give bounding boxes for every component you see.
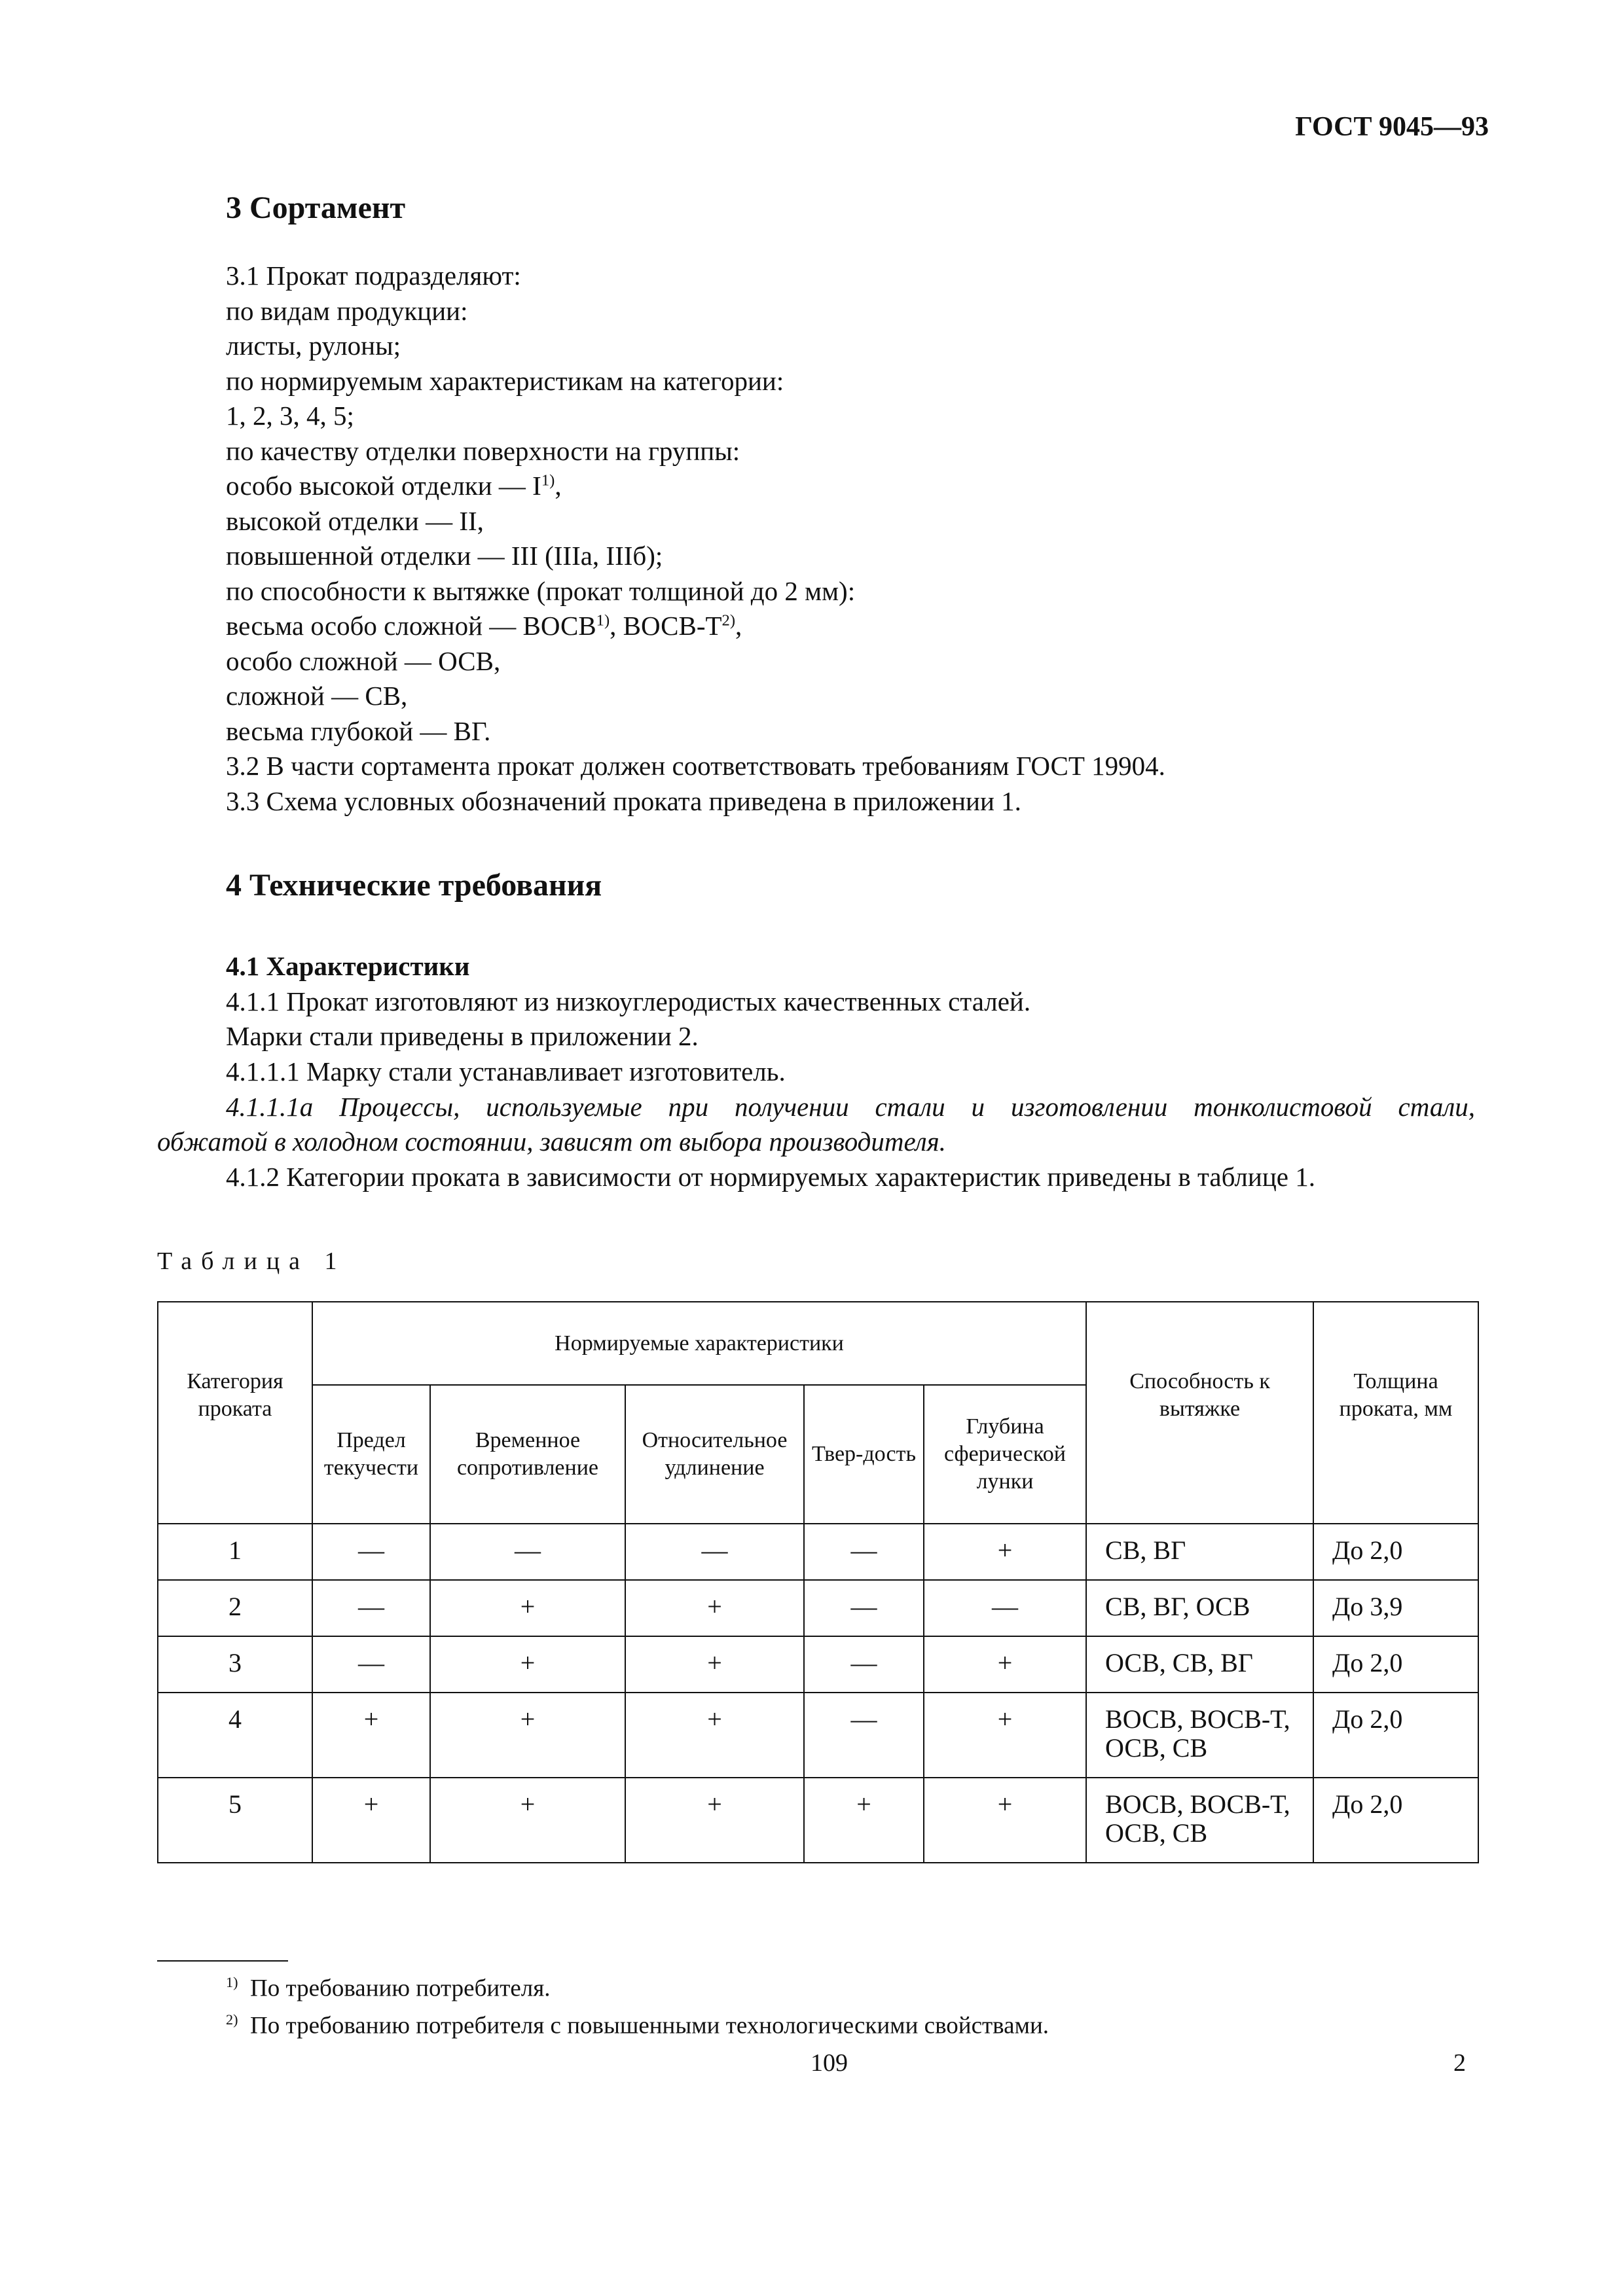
table-cell: 1 — [158, 1524, 312, 1580]
line-osv: особо сложной — ОСВ, — [226, 645, 501, 676]
page-number-center: 109 — [811, 2049, 848, 2077]
footnote-ref-1b[interactable]: 1) — [596, 611, 610, 630]
table-cell: — — [924, 1580, 1086, 1636]
table-cell: 5 — [158, 1778, 312, 1863]
table-cell: + — [312, 1778, 430, 1863]
header-category: Категория проката — [158, 1302, 312, 1524]
line-finish-i: особо высокой отделки — $I^{1)}$, — [226, 471, 562, 501]
header-tensile-strength: Временное сопротивление — [430, 1385, 625, 1524]
table-cell: + — [804, 1778, 924, 1863]
line-categories: 1, 2, 3, 4, 5; — [226, 401, 354, 431]
footnote-ref-1[interactable]: 1) — [541, 471, 555, 490]
table-cell: 2 — [158, 1580, 312, 1636]
footnote-ref-2[interactable]: 2) — [721, 611, 736, 630]
footnotes — [226, 1967, 1049, 2042]
line-4-1-1-1: 4.1.1.1 Марку стали устанавливает изготовитель. — [226, 1056, 786, 1086]
italic-line-2: обжатой в холодном состоянии, зависят от выбора производителя. — [157, 1126, 946, 1157]
table-caption: Таблица 1 — [157, 1247, 346, 1275]
table-cell: — — [804, 1524, 924, 1580]
line-vosv: весьма особо сложной — ВОСВ$^{1)}$, ВОСВ-$Т^{2)}$, — [226, 611, 742, 641]
line-3-3: 3.3 Схема условных обозначений проката приведена в приложении 1. — [226, 785, 1021, 816]
table-cell: + — [924, 1636, 1086, 1693]
table-cell: До 2,0 — [1313, 1778, 1478, 1863]
table-cell: До 2,0 — [1313, 1693, 1478, 1778]
table-cell: + — [312, 1693, 430, 1778]
table-cell: — — [804, 1580, 924, 1636]
table-row — [158, 1580, 1478, 1636]
line-3-2: 3.2 В части сортамента прокат должен соответствовать требованиям ГОСТ 19904. — [226, 751, 1165, 781]
table-cell: — — [625, 1524, 804, 1580]
header-cupping-depth: Глубина сферической лунки — [924, 1385, 1086, 1524]
line-sv: сложной — СВ, — [226, 681, 408, 711]
italic-line-1: 4.1.1.1а Процессы, используемые при получении стали и изготовлении тонколистовой стали, — [226, 1092, 1475, 1122]
line-steel-grades: Марки стали приведены в приложении 2. — [226, 1021, 699, 1051]
footnote-divider — [157, 1960, 288, 1962]
footnote-1: $^{1)}$ По требованию потребителя. — [226, 1974, 551, 2002]
header-normalized-characteristics: Нормируемые характеристики — [312, 1302, 1086, 1385]
table-cell: — — [312, 1636, 430, 1693]
section-3-title: 3 Сортамент — [226, 190, 406, 225]
paragraph-4-1-2 — [226, 1160, 1315, 1195]
table-row — [158, 1524, 1478, 1580]
section-4-title: 4 Технические требования — [226, 868, 602, 903]
table-cell: СВ, ВГ — [1086, 1524, 1313, 1580]
header-thickness: Толщина проката, мм — [1313, 1302, 1478, 1524]
table-cell: — — [430, 1524, 625, 1580]
section-3-body — [226, 259, 1165, 819]
table-row — [158, 1693, 1478, 1778]
table-cell: 3 — [158, 1636, 312, 1693]
line-vg: весьма глубокой — ВГ. — [226, 715, 491, 746]
table-cell: + — [430, 1778, 625, 1863]
table-cell: 4 — [158, 1693, 312, 1778]
header-yield-strength: Предел текучести — [312, 1385, 430, 1524]
table-cell: + — [924, 1693, 1086, 1778]
table-cell: + — [625, 1778, 804, 1863]
line-by-finish: по качеству отделки поверхности на группы: — [226, 435, 740, 466]
table-cell: До 2,0 — [1313, 1636, 1478, 1693]
table-cell: ВОСВ, ВОСВ-Т, ОСВ, СВ — [1086, 1778, 1313, 1863]
table-cell: + — [430, 1636, 625, 1693]
line-finish-iii: повышенной отделки — III (IIIа, IIIб); — [226, 541, 663, 571]
line-4-1-1: 4.1.1 Прокат изготовляют из низкоуглеродистых качественных сталей. — [226, 986, 1031, 1016]
table-cell: — — [312, 1580, 430, 1636]
header-elongation: Относительное удлинение — [625, 1385, 804, 1524]
table-cell: + — [430, 1693, 625, 1778]
table-cell: + — [430, 1580, 625, 1636]
table-cell: ВОСВ, ВОСВ-Т, ОСВ, СВ — [1086, 1693, 1313, 1778]
table-cell: — — [312, 1524, 430, 1580]
table-cell: + — [625, 1693, 804, 1778]
line-by-drawability: по способности к вытяжке (прокат толщиной до 2 мм): — [226, 575, 856, 606]
document-number: ГОСТ 9045—93 — [1295, 112, 1489, 142]
table-cell: + — [625, 1580, 804, 1636]
table-cell: — — [804, 1636, 924, 1693]
table-cell: До 2,0 — [1313, 1524, 1478, 1580]
line-by-characteristics: по нормируемым характеристикам на категории: — [226, 365, 784, 396]
line-finish-ii: высокой отделки — II, — [226, 505, 484, 536]
line-3-1: 3.1 Прокат подразделяют: — [226, 260, 521, 291]
table-cell: + — [924, 1524, 1086, 1580]
line-by-product: по видам продукции: — [226, 295, 468, 326]
paragraph-4-1-1-1a — [157, 1090, 1475, 1159]
table-cell: СВ, ВГ, ОСВ — [1086, 1580, 1313, 1636]
table-row — [158, 1778, 1478, 1863]
table-cell: + — [924, 1778, 1086, 1863]
table-cell: + — [625, 1636, 804, 1693]
line-4-1-2: 4.1.2 Категории проката в зависимости от нормируемых характеристик приведены в таблице 1. — [226, 1162, 1315, 1192]
header-hardness: Твер-дость — [804, 1385, 924, 1524]
subsection-4-1-title: 4.1 Характеристики — [226, 951, 470, 981]
table-cell: ОСВ, СВ, ВГ — [1086, 1636, 1313, 1693]
line-sheets: листы, рулоны; — [226, 331, 401, 361]
section-4-body — [226, 949, 1030, 1089]
table-cell: — — [804, 1693, 924, 1778]
page-number-right: 2 — [1453, 2049, 1466, 2077]
table-1 — [157, 1301, 1479, 1863]
footnote-2: $^{2)}$ По требованию потребителя с повышенными технологическими свойствами. — [226, 2011, 1049, 2039]
table-cell: До 3,9 — [1313, 1580, 1478, 1636]
header-drawability: Способность к вытяжке — [1086, 1302, 1313, 1524]
table-row — [158, 1636, 1478, 1693]
